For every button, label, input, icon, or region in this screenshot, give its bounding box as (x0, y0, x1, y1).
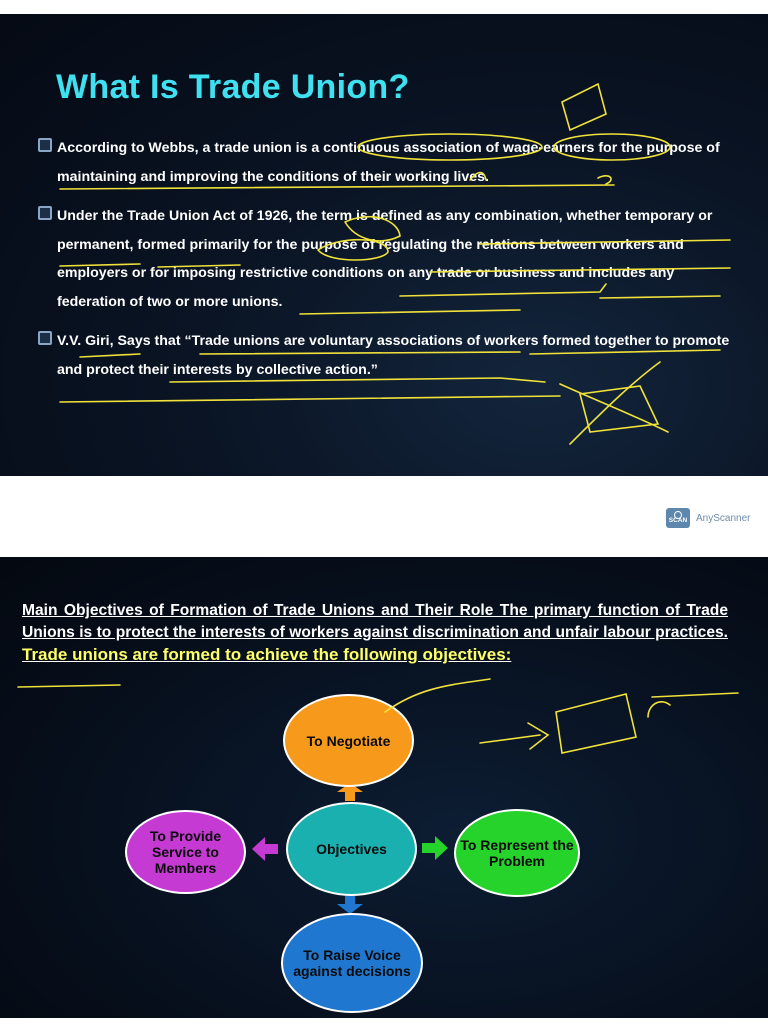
bullet-text: According to Webbs, a trade union is a continuous association of wage-earners for the purpose of maintaining and improving the conditions of their working lives. (57, 140, 720, 185)
anyscanner-watermark (666, 508, 750, 528)
slide-objectives (0, 557, 768, 1018)
node-to-raise-voice: To Raise Voice against decisions (281, 913, 423, 1013)
node-to-provide-service: To Provide Service to Members (125, 810, 246, 894)
node-to-represent: To Represent the Problem (454, 809, 580, 897)
highlight-text: Trade unions are formed to achieve the following objectives: (22, 645, 512, 664)
handwritten-annotations-2 (0, 557, 768, 1018)
node-to-negotiate: To Negotiate (283, 694, 414, 787)
slide-title: What Is Trade Union? (56, 68, 410, 106)
node-objectives: Objectives (286, 802, 417, 896)
slide-what-is-trade-union (0, 14, 768, 476)
bullet-text: Under the Trade Union Act of 1926, the term is defined as any combination, whether temporary or permanent, formed primarily for the purpose of regulating the relations between workers and employers or for imposing restrictive conditions on any trade or business and includes any federation of two or more unions. (57, 208, 713, 310)
bullet-text: V.V. Giri, Says that “Trade unions are voluntary associations of workers formed together to promote and protect their interests by collective action.” (57, 333, 730, 378)
scanner-logo-icon: SCAN (666, 508, 690, 528)
intro-text: Main Objectives of Formation of Trade Unions and Their Role The primary function of Trade Unions is to protect the interests of workers against discrimination and unfair labour practices. (22, 602, 728, 641)
handwritten-annotations (0, 14, 768, 476)
scanner-name: AnyScanner (696, 512, 751, 524)
